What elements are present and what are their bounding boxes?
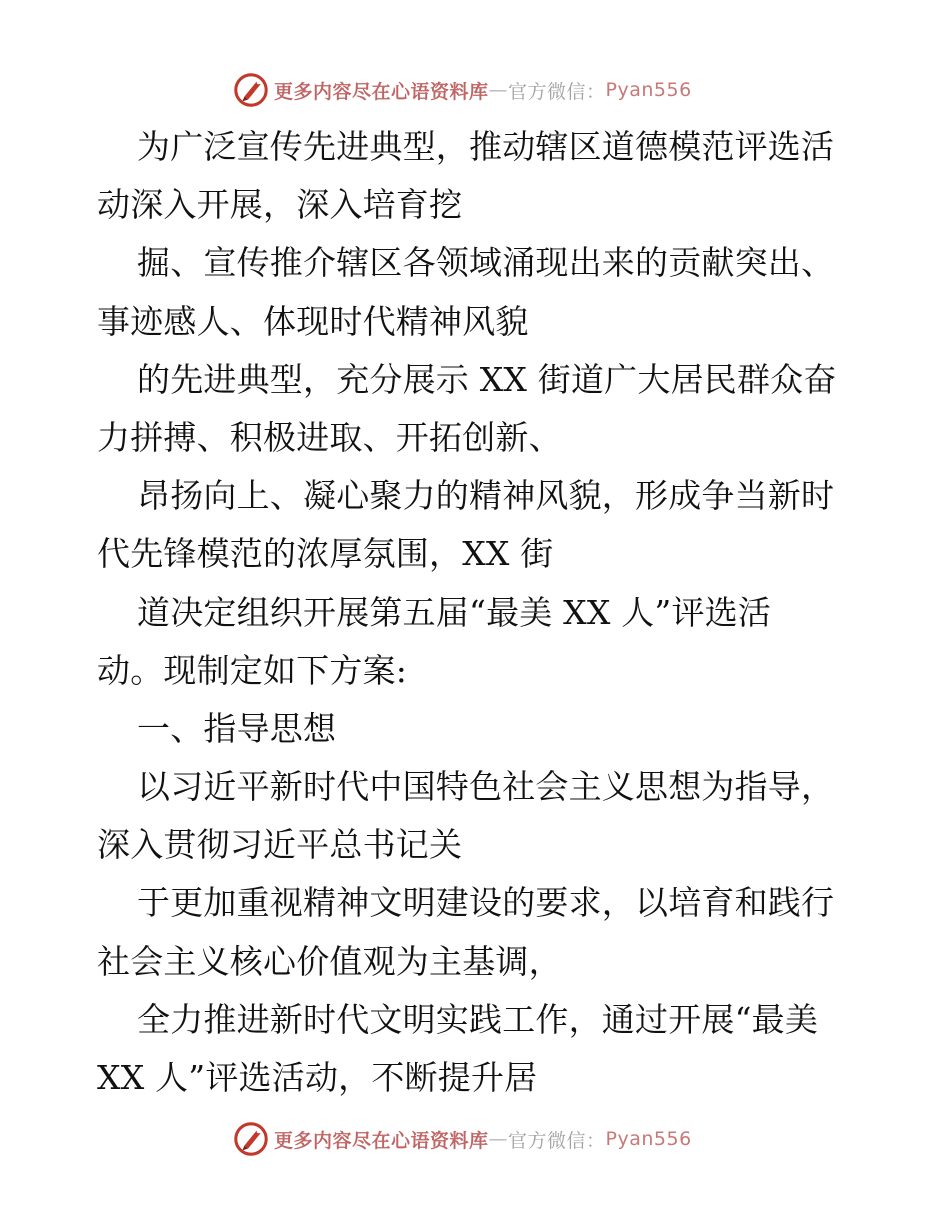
text-line: 深入贯彻习近平总书记关	[97, 825, 463, 865]
text-line: 掘、宣传推介辖区各领域涌现出来的贡献突出、	[137, 243, 835, 283]
text-line: 以习近平新时代中国特色社会主义思想为指导，	[137, 767, 835, 807]
pen-circle-logo-icon	[232, 1120, 270, 1158]
banner-main-text: 更多内容尽在心语资料库	[274, 80, 489, 103]
text-line: 动深入开展，深入培育挖	[97, 185, 463, 225]
document-body	[97, 118, 857, 1107]
text-line: 动。现制定如下方案:	[97, 650, 408, 690]
text-line: 力拼搏、积极进取、开拓创新、	[97, 417, 562, 457]
text-line: 昂扬向上、凝心聚力的精神风貌，形成争当新时	[137, 476, 835, 516]
banner-wechat-id: Pyan556	[605, 1128, 692, 1150]
footer-watermark-banner	[232, 1119, 692, 1159]
banner-separator: —	[488, 1128, 509, 1150]
pen-circle-logo-icon	[232, 71, 270, 109]
text-line: 社会主义核心价值观为主基调，	[97, 941, 562, 981]
banner-wechat-id: Pyan556	[605, 79, 692, 101]
text-line: 于更加重视精神文明建设的要求，以培育和践行	[137, 883, 835, 923]
text-line: 代先锋模范的浓厚氛围，XX 街	[97, 534, 554, 574]
text-line: 道决定组织开展第五届“最美 XX 人”评选活	[137, 592, 772, 632]
banner-main-text: 更多内容尽在心语资料库	[274, 1129, 489, 1152]
banner-separator: —	[488, 79, 509, 101]
text-line: 事迹感人、体现时代精神风貌	[97, 301, 529, 341]
text-line: 全力推进新时代文明实践工作，通过开展“最美	[137, 999, 819, 1039]
banner-wechat-label: 官方微信：	[508, 1129, 606, 1152]
header-watermark-banner	[232, 70, 692, 110]
text-line: 一、指导思想	[137, 708, 337, 748]
text-line: XX 人”评选活动，不断提升居	[97, 1058, 538, 1097]
banner-wechat-label: 官方微信：	[508, 80, 606, 103]
text-line: 为广泛宣传先进典型，推动辖区道德模范评选活	[137, 127, 835, 166]
text-line: 的先进典型，充分展示 XX 街道广大居民群众奋	[137, 359, 837, 399]
